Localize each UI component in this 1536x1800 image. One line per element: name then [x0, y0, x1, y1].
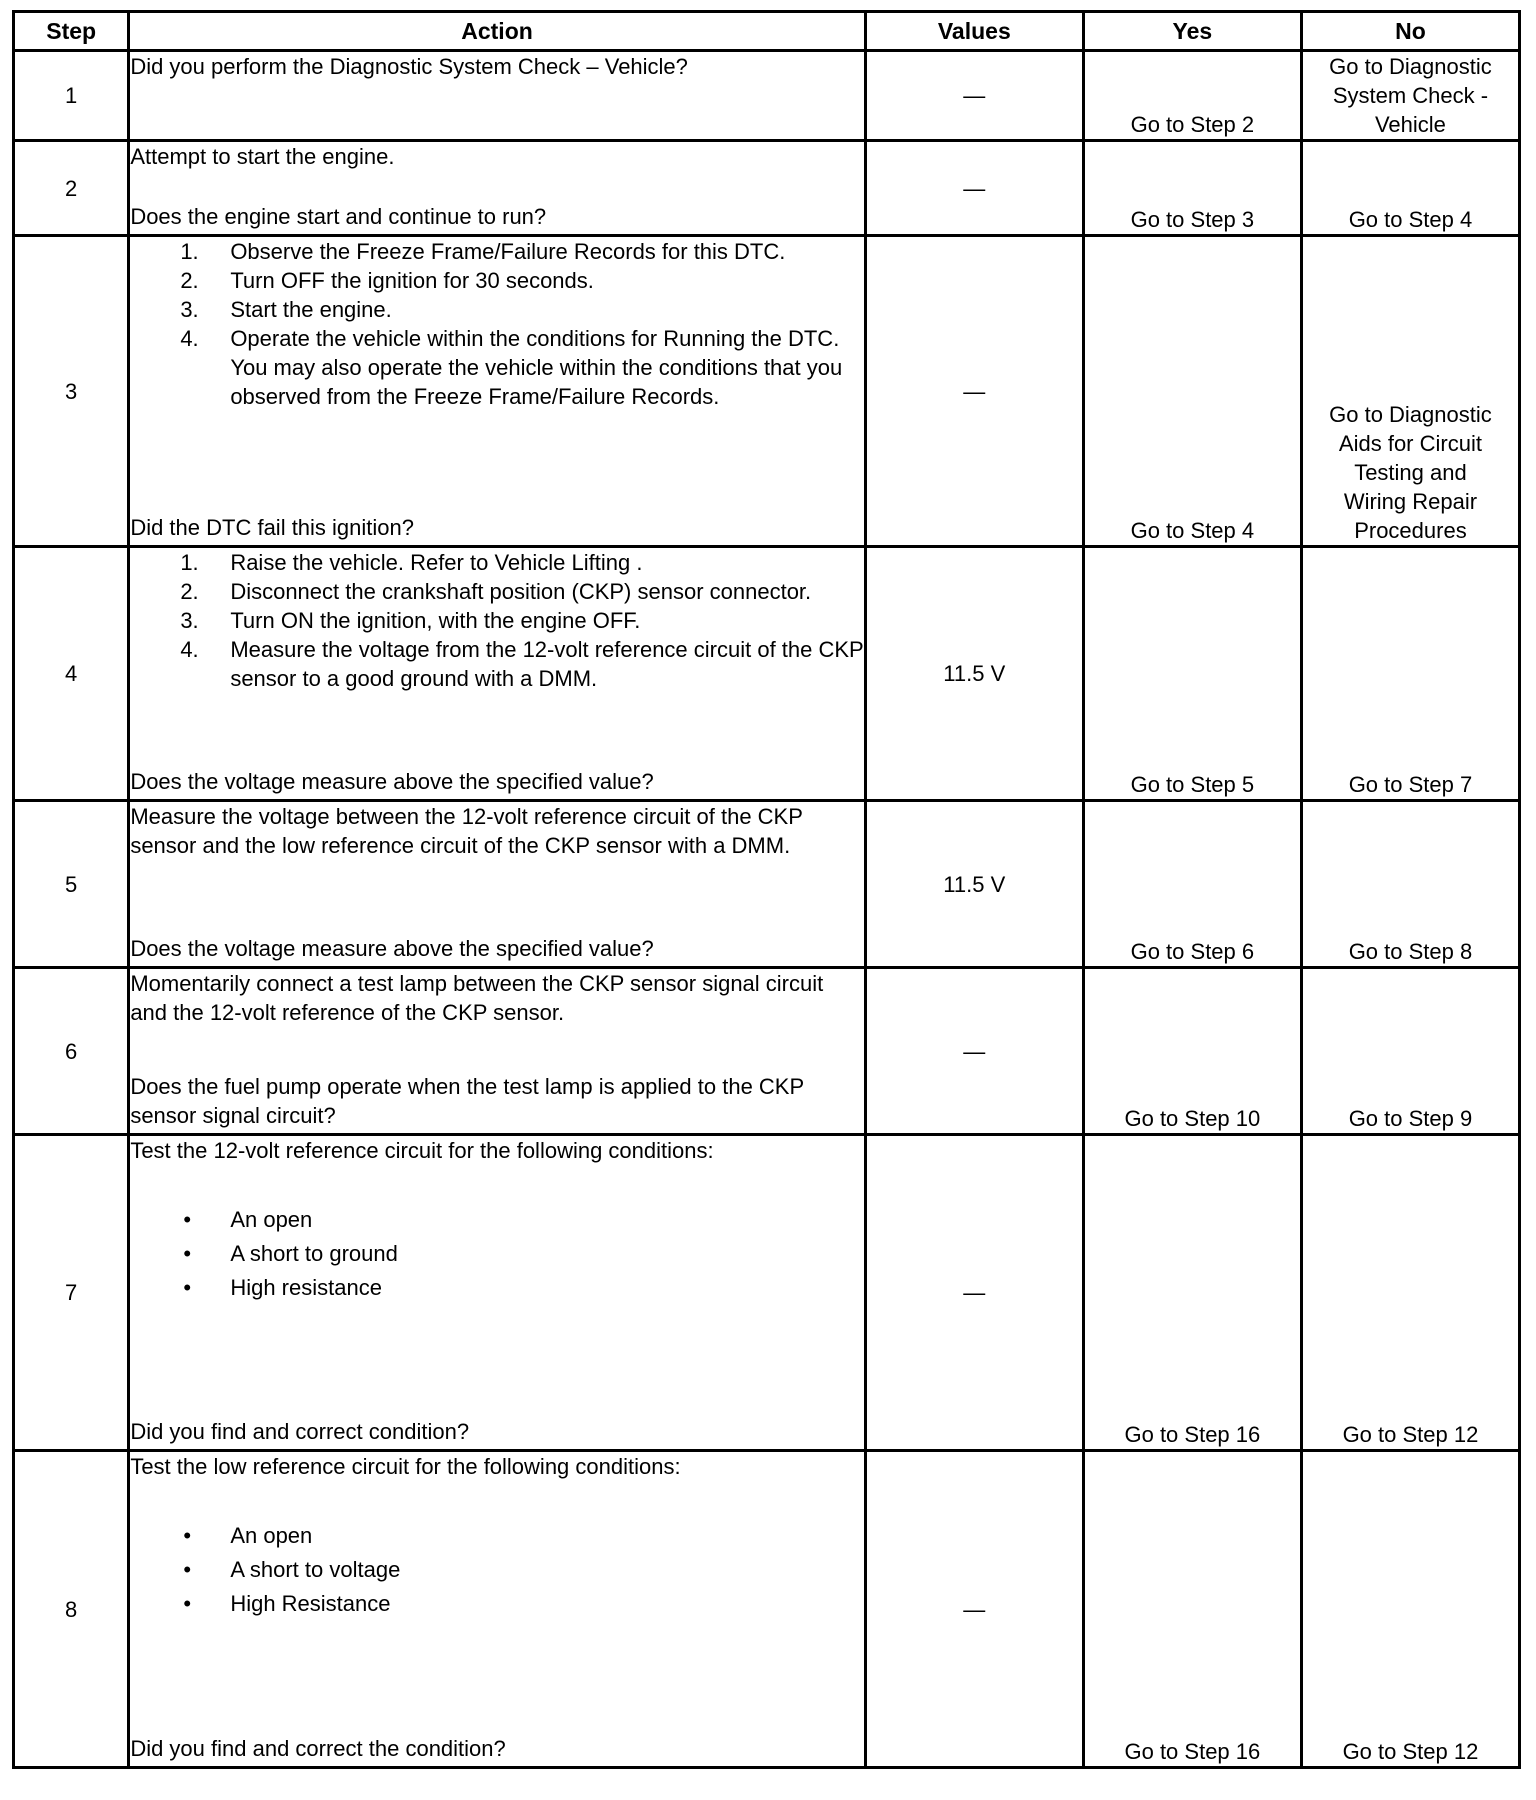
yes-cell: Go to Step 6: [1083, 801, 1301, 968]
action-question: Does the voltage measure above the specified value?: [130, 769, 654, 794]
yes-cell: Go to Step 3: [1083, 141, 1301, 236]
list-item: 2. Turn OFF the ignition for 30 seconds.: [180, 268, 594, 293]
no-line: Vehicle: [1374, 112, 1446, 137]
yes-cell: Go to Step 5: [1083, 547, 1301, 801]
header-action: Action: [129, 12, 865, 51]
no-cell: [1301, 801, 1519, 968]
value-cell: —: [865, 51, 1083, 141]
no-line: Go to Step 9: [1348, 1106, 1473, 1131]
value-cell: —: [865, 141, 1083, 236]
no-line: Go to Diagnostic: [1329, 402, 1492, 427]
no-cell: [1301, 141, 1519, 236]
yes-cell: Go to Step 16: [1083, 1135, 1301, 1451]
list-item: 4. Operate the vehicle within the conditions for Running the DTC. You may also operate the vehicle within the conditions that you observed from the Freeze Frame/Failure Records.: [180, 326, 843, 409]
no-cell: [1301, 51, 1519, 141]
bullet-list: [130, 1203, 863, 1305]
action-question: Did you find and correct condition?: [130, 1419, 470, 1444]
action-cell: [129, 968, 865, 1135]
yes-cell: Go to Step 16: [1083, 1451, 1301, 1768]
list-item: 2. Disconnect the crankshaft position (CKP) sensor connector.: [180, 579, 812, 604]
list-item: • A short to ground: [183, 1241, 398, 1266]
action-intro: Measure the voltage between the 12-volt reference circuit of the CKP sensor and the low reference circuit of the CKP sensor with a DMM.: [130, 804, 803, 858]
no-cell: [1301, 547, 1519, 801]
numbered-list: [130, 237, 863, 411]
table-row: [14, 968, 1520, 1135]
table-row: [14, 801, 1520, 968]
yes-cell: Go to Step 10: [1083, 968, 1301, 1135]
no-line: Go to Step 8: [1348, 939, 1473, 964]
value-cell: —: [865, 968, 1083, 1135]
step-number: 8: [14, 1451, 129, 1768]
action-cell: [129, 141, 865, 236]
action-cell: [129, 547, 865, 801]
list-item: 3. Turn ON the ignition, with the engine OFF.: [180, 608, 641, 633]
table-row: [14, 1451, 1520, 1768]
no-line: Go to Step 4: [1348, 207, 1473, 232]
action-cell: [129, 51, 865, 141]
list-item: • An open: [183, 1207, 313, 1232]
action-question: Did you find and correct the condition?: [130, 1736, 506, 1761]
list-item: • A short to voltage: [183, 1557, 401, 1582]
action-question: Does the fuel pump operate when the test lamp is applied to the CKP sensor signal circuit?: [130, 1074, 804, 1128]
no-cell: [1301, 968, 1519, 1135]
no-line: Aids for Circuit: [1338, 431, 1482, 456]
header-step: Step: [14, 12, 129, 51]
value-cell: —: [865, 1135, 1083, 1451]
header-yes: Yes: [1083, 12, 1301, 51]
step-number: 3: [14, 236, 129, 547]
list-item: 4. Measure the voltage from the 12-volt reference circuit of the CKP sensor to a good ground with a DMM.: [180, 637, 864, 691]
table-row: [14, 141, 1520, 236]
no-line: Go to Step 7: [1348, 772, 1473, 797]
table-row: [14, 1135, 1520, 1451]
list-item: 1. Raise the vehicle. Refer to Vehicle Lifting .: [180, 550, 643, 575]
value-cell: 11.5 V: [865, 547, 1083, 801]
action-intro: Test the low reference circuit for the following conditions:: [130, 1454, 681, 1479]
action-intro: Momentarily connect a test lamp between the CKP sensor signal circuit and the 12-volt reference of the CKP sensor.: [130, 971, 824, 1025]
numbered-list: [130, 548, 863, 693]
action-cell: [129, 236, 865, 547]
step-number: 2: [14, 141, 129, 236]
action-intro: Attempt to start the engine.: [130, 144, 395, 169]
no-line: System Check -: [1332, 83, 1489, 108]
step-number: 5: [14, 801, 129, 968]
yes-cell: Go to Step 2: [1083, 51, 1301, 141]
header-values: Values: [865, 12, 1083, 51]
value-cell: —: [865, 1451, 1083, 1768]
no-cell: [1301, 236, 1519, 547]
list-item: 3. Start the engine.: [180, 297, 392, 322]
no-line: Go to Step 12: [1342, 1739, 1479, 1764]
action-question: Does the voltage measure above the specified value?: [130, 936, 654, 961]
yes-cell: Go to Step 4: [1083, 236, 1301, 547]
table-row: [14, 236, 1520, 547]
step-number: 7: [14, 1135, 129, 1451]
header-row: [14, 12, 1520, 51]
step-number: 4: [14, 547, 129, 801]
list-item: 1. Observe the Freeze Frame/Failure Records for this DTC.: [180, 239, 786, 264]
action-question: Does the engine start and continue to run?: [130, 204, 547, 229]
no-line: Procedures: [1354, 518, 1467, 543]
table-row: [14, 547, 1520, 801]
bullet-list: [130, 1519, 863, 1621]
action-cell: [129, 1135, 865, 1451]
table-row: [14, 51, 1520, 141]
action-cell: [129, 801, 865, 968]
list-item: • High resistance: [183, 1275, 382, 1300]
step-number: 1: [14, 51, 129, 141]
no-cell: [1301, 1135, 1519, 1451]
action-question: Did the DTC fail this ignition?: [130, 515, 414, 540]
no-line: Go to Diagnostic: [1329, 54, 1492, 79]
action-intro: Test the 12-volt reference circuit for the following conditions:: [130, 1138, 714, 1163]
action-intro: Did you perform the Diagnostic System Check – Vehicle?: [130, 54, 688, 79]
no-cell: [1301, 1451, 1519, 1768]
header-no: No: [1301, 12, 1519, 51]
no-line: Testing and: [1354, 460, 1467, 485]
step-number: 6: [14, 968, 129, 1135]
list-item: • An open: [183, 1523, 313, 1548]
no-line: Go to Step 12: [1342, 1422, 1479, 1447]
value-cell: 11.5 V: [865, 801, 1083, 968]
no-line: Wiring Repair: [1343, 489, 1478, 514]
list-item: • High Resistance: [183, 1591, 391, 1616]
value-cell: —: [865, 236, 1083, 547]
action-cell: [129, 1451, 865, 1768]
diagnostic-table: [12, 10, 1521, 1769]
